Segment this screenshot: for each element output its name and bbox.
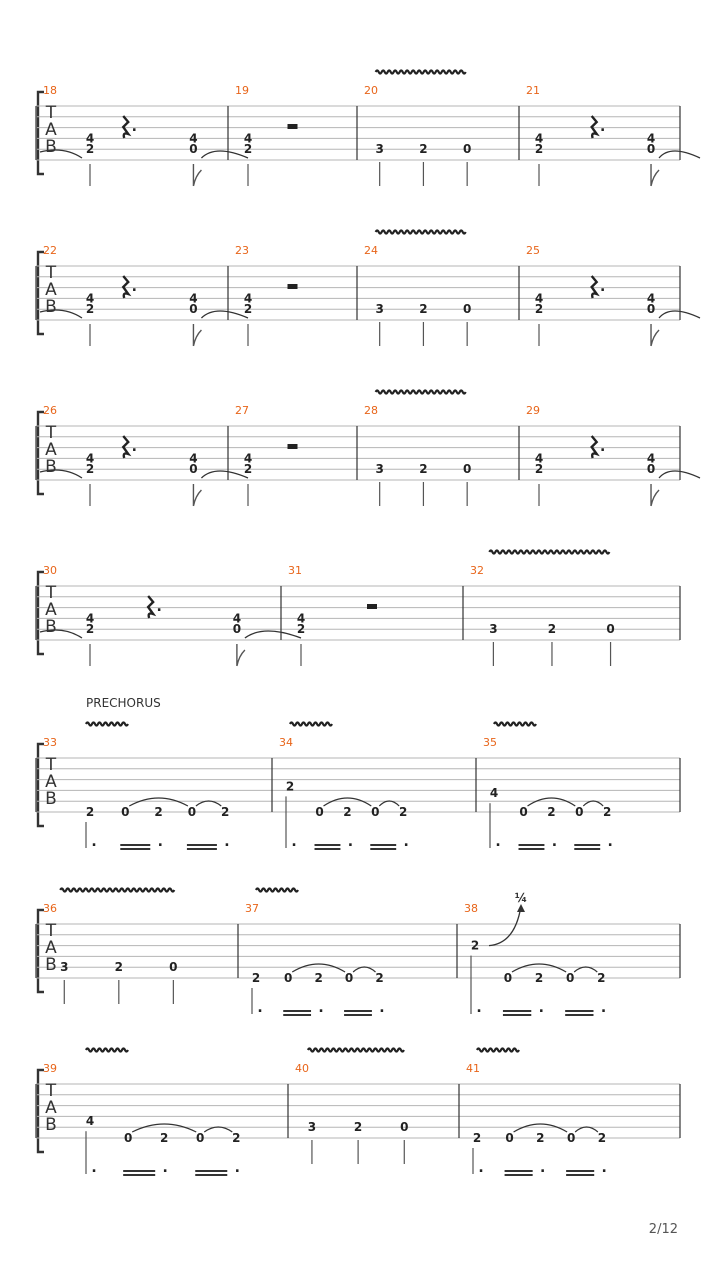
beam <box>187 848 217 850</box>
fret-number: 0 <box>123 1131 133 1145</box>
rhythm-dot: . <box>476 1000 482 1016</box>
fret-number: 0 <box>462 302 472 317</box>
fret-number: 4 <box>534 451 544 466</box>
measure-32 <box>470 551 615 667</box>
fret-number: 0 <box>189 142 198 157</box>
tie-arc <box>201 151 248 158</box>
measure-number: 33 <box>43 736 57 749</box>
rest-dot: . <box>156 599 162 615</box>
measure-23 <box>235 244 298 346</box>
fret-number: 0 <box>169 960 178 975</box>
fret-number: 2 <box>534 142 544 157</box>
vibrato-mark <box>290 723 332 726</box>
note-stem <box>193 164 201 186</box>
fret-number: 2 <box>85 622 95 637</box>
measure-number: 39 <box>43 1062 57 1075</box>
quarter-rest <box>592 436 597 458</box>
rhythm-dot: . <box>601 1160 607 1176</box>
fret-number: 2 <box>296 622 306 637</box>
fret-number: 4 <box>534 131 544 146</box>
rhythm-dot: . <box>257 1000 263 1016</box>
measure-25 <box>526 244 700 346</box>
fret-number: 4 <box>189 131 198 146</box>
fret-number: 0 <box>462 142 472 157</box>
beam <box>370 844 396 846</box>
half-rest <box>288 444 298 449</box>
rhythm-dot: . <box>157 834 163 850</box>
tab-system-2 <box>36 231 700 347</box>
beam <box>370 848 396 850</box>
fret-number: 0 <box>232 622 242 637</box>
tab-system-7 <box>36 1049 680 1177</box>
fret-number: 2 <box>243 302 253 317</box>
beam <box>123 1170 155 1172</box>
slur-arc <box>575 1127 598 1132</box>
fret-number: 0 <box>606 622 615 637</box>
rhythm-dot: . <box>91 834 97 850</box>
fret-number: 4 <box>85 451 95 466</box>
quarter-rest <box>123 436 128 458</box>
fret-number: 0 <box>575 805 584 819</box>
measure-number: 28 <box>364 404 378 417</box>
fret-number: 2 <box>398 805 408 819</box>
fret-number: 2 <box>314 971 323 985</box>
quarter-rest <box>148 596 153 618</box>
fret-number: 2 <box>597 971 606 985</box>
bend-amount: ¼ <box>514 891 528 905</box>
fret-number: 4 <box>85 1114 95 1129</box>
bend-arrowhead <box>517 904 525 912</box>
measure-18 <box>40 84 248 186</box>
rhythm-dot: . <box>551 834 558 850</box>
fret-number: 2 <box>85 805 95 819</box>
fret-number: 0 <box>646 462 656 477</box>
measure-37 <box>245 889 385 1017</box>
fret-number: 3 <box>375 302 384 317</box>
fret-number: 2 <box>534 302 544 317</box>
measure-28 <box>364 391 471 507</box>
measure-number: 21 <box>526 84 540 97</box>
tab-clef-letter: T <box>45 423 57 443</box>
fret-number: 2 <box>221 805 230 819</box>
beam <box>566 1174 594 1176</box>
bend-arrow <box>489 906 521 946</box>
rest-dot: . <box>131 279 137 295</box>
vibrato-mark <box>477 1049 519 1052</box>
tab-clef-letter: A <box>45 938 57 958</box>
rhythm-dot: . <box>495 834 501 850</box>
rhythm-dot: . <box>538 1000 544 1016</box>
tab-system-3 <box>36 391 700 507</box>
beam <box>505 1170 533 1172</box>
measure-31 <box>288 564 377 666</box>
beam <box>120 844 150 846</box>
fret-number: 2 <box>114 960 123 975</box>
fret-number: 2 <box>419 142 428 157</box>
system-bracket <box>38 1070 44 1152</box>
beam <box>344 1010 372 1012</box>
half-rest <box>288 284 298 289</box>
tab-clef-letter: A <box>45 280 57 300</box>
fret-number: 3 <box>307 1120 317 1135</box>
fret-number: 2 <box>472 1131 482 1145</box>
slur-arc <box>196 801 221 806</box>
vibrato-mark <box>86 723 128 726</box>
fret-number: 0 <box>371 805 380 819</box>
section-label: PRECHORUS <box>86 696 161 710</box>
fret-number: 0 <box>344 971 354 985</box>
measure-number: 30 <box>43 564 57 577</box>
tab-system-5 <box>36 696 680 850</box>
rhythm-dot: . <box>478 1160 484 1176</box>
measure-40 <box>295 1049 408 1165</box>
slur-arc <box>583 801 603 806</box>
rest-dot: . <box>600 119 606 135</box>
measure-35 <box>483 723 613 851</box>
fret-number: 0 <box>187 805 197 819</box>
fret-number: 4 <box>85 291 95 306</box>
fret-number: 4 <box>646 451 656 466</box>
fret-number: 4 <box>85 131 95 146</box>
beam <box>123 1174 155 1176</box>
fret-number: 3 <box>60 960 69 975</box>
fret-number: 4 <box>296 611 306 626</box>
fret-number: 0 <box>400 1120 409 1135</box>
system-bracket <box>38 92 44 174</box>
beam <box>565 1010 593 1012</box>
tab-clef-letter: B <box>45 137 57 157</box>
measure-number: 27 <box>235 404 249 417</box>
vibrato-mark <box>376 231 466 234</box>
note-stem <box>237 644 245 666</box>
slur-arc <box>204 1127 232 1132</box>
tab-system-4 <box>36 551 680 667</box>
fret-number: 0 <box>121 805 130 819</box>
beam <box>187 844 217 846</box>
system-bracket <box>38 744 44 826</box>
fret-number: 4 <box>232 611 242 626</box>
measure-number: 32 <box>470 564 484 577</box>
measure-number: 29 <box>526 404 540 417</box>
tie-arc <box>201 471 248 478</box>
tab-clef-letter: A <box>45 440 57 460</box>
fret-number: 0 <box>565 971 575 985</box>
fret-number: 2 <box>536 1131 545 1145</box>
measure-number: 25 <box>526 244 540 257</box>
rhythm-dot: . <box>379 1000 385 1016</box>
system-bracket <box>38 572 44 654</box>
rhythm-dot: . <box>403 834 409 850</box>
page-number: 2/12 <box>648 1222 678 1237</box>
tab-clef-letter: T <box>45 921 57 941</box>
fret-number: 0 <box>505 1131 514 1145</box>
tab-clef-letter: T <box>45 583 57 603</box>
quarter-rest <box>592 276 597 298</box>
measure-22 <box>40 244 248 346</box>
measure-number: 34 <box>279 736 293 749</box>
fret-number: 4 <box>243 451 253 466</box>
fret-number: 4 <box>243 131 253 146</box>
fret-number: 2 <box>85 462 95 477</box>
beam <box>195 1174 227 1176</box>
rhythm-dot: . <box>607 834 613 850</box>
beam <box>195 1170 227 1172</box>
measure-19 <box>235 84 298 186</box>
tab-clef-letter: T <box>45 755 57 775</box>
fret-number: 2 <box>419 462 428 477</box>
beam <box>503 1010 531 1012</box>
fret-number: 2 <box>232 1131 241 1145</box>
quarter-rest <box>123 116 128 138</box>
fret-number: 3 <box>375 142 384 157</box>
vibrato-mark <box>376 391 466 394</box>
tab-clef-letter: A <box>45 772 57 792</box>
quarter-rest <box>592 116 597 138</box>
tab-clef-letter: B <box>45 1115 57 1135</box>
beam <box>283 1010 311 1012</box>
fret-number: 0 <box>503 971 513 985</box>
rhythm-dot: . <box>162 1160 168 1176</box>
fret-number: 4 <box>646 131 656 146</box>
fret-number: 4 <box>646 291 656 306</box>
measure-number: 22 <box>43 244 57 257</box>
measure-27 <box>235 404 298 506</box>
measure-21 <box>526 84 700 186</box>
measure-number: 31 <box>288 564 302 577</box>
measure-41 <box>466 1049 607 1177</box>
measure-36 <box>43 889 178 1005</box>
fret-number: 0 <box>646 142 656 157</box>
fret-number: 0 <box>284 971 293 985</box>
beam <box>315 844 341 846</box>
beam <box>519 844 545 846</box>
note-stem <box>193 484 201 506</box>
tab-clef-letter: B <box>45 617 57 637</box>
measure-number: 37 <box>245 902 259 915</box>
beam <box>344 1014 372 1016</box>
measure-number: 35 <box>483 736 497 749</box>
fret-number: 2 <box>375 971 384 985</box>
beam <box>505 1174 533 1176</box>
fret-number: 0 <box>315 805 324 819</box>
beam <box>283 1014 311 1016</box>
fret-number: 4 <box>189 291 198 306</box>
vibrato-mark <box>489 551 609 554</box>
fret-number: 0 <box>566 1131 576 1145</box>
system-bracket <box>38 412 44 494</box>
fret-number: 2 <box>285 779 295 794</box>
fret-number: 2 <box>419 302 428 317</box>
fret-number: 4 <box>534 291 544 306</box>
half-rest <box>288 124 298 129</box>
slur-arc <box>574 967 597 972</box>
fret-number: 0 <box>189 462 198 477</box>
tab-clef-letter: A <box>45 600 57 620</box>
system-bracket <box>38 252 44 334</box>
half-rest <box>367 604 377 609</box>
measure-number: 26 <box>43 404 57 417</box>
fret-number: 2 <box>597 1131 607 1145</box>
tie-arc <box>245 631 301 638</box>
fret-number: 2 <box>85 302 95 317</box>
beam <box>574 848 600 850</box>
tab-clef-letter: T <box>45 1081 57 1101</box>
tab-clef-letter: B <box>45 789 57 809</box>
fret-number: 4 <box>85 611 95 626</box>
measure-38 <box>464 891 606 1016</box>
measure-24 <box>364 231 471 347</box>
fret-number: 2 <box>160 1131 169 1145</box>
measure-number: 38 <box>464 902 478 915</box>
tab-clef-letter: B <box>45 297 57 317</box>
note-stem <box>651 324 659 346</box>
beam <box>519 848 545 850</box>
beam <box>315 848 341 850</box>
tab-clef-letter: B <box>45 457 57 477</box>
tab-clef-letter: A <box>45 1098 57 1118</box>
fret-number: 0 <box>519 805 528 819</box>
measure-39 <box>43 1049 240 1177</box>
note-stem <box>193 324 201 346</box>
fret-number: 2 <box>251 971 261 985</box>
measure-29 <box>526 404 700 506</box>
tab-system-1 <box>36 71 700 187</box>
measure-20 <box>364 71 471 187</box>
measure-number: 20 <box>364 84 378 97</box>
tab-clef-letter: B <box>45 955 57 975</box>
measure-number: 36 <box>43 902 57 915</box>
rhythm-dot: . <box>224 834 230 850</box>
measure-number: 18 <box>43 84 57 97</box>
rest-dot: . <box>131 439 137 455</box>
fret-number: 0 <box>646 302 656 317</box>
tab-clef-letter: T <box>45 263 57 283</box>
fret-number: 2 <box>534 462 544 477</box>
rhythm-dot: . <box>234 1160 240 1176</box>
rhythm-dot: . <box>539 1160 546 1176</box>
vibrato-mark <box>308 1049 404 1052</box>
fret-number: 2 <box>343 805 352 819</box>
fret-number: 2 <box>470 938 480 953</box>
measure-33 <box>43 723 230 851</box>
fret-number: 2 <box>85 142 95 157</box>
rest-dot: . <box>600 279 606 295</box>
fret-number: 4 <box>489 786 499 801</box>
system-bracket <box>38 910 44 992</box>
measure-number: 40 <box>295 1062 309 1075</box>
beam <box>574 844 600 846</box>
rest-dot: . <box>600 439 606 455</box>
fret-number: 0 <box>196 1131 205 1145</box>
measure-number: 41 <box>466 1062 480 1075</box>
vibrato-mark <box>86 1049 128 1052</box>
fret-number: 0 <box>189 302 198 317</box>
tab-clef-letter: A <box>45 120 57 140</box>
note-stem <box>651 484 659 506</box>
measure-number: 23 <box>235 244 249 257</box>
beam <box>566 1170 594 1172</box>
fret-number: 3 <box>489 622 498 637</box>
slur-arc <box>353 967 375 972</box>
fret-number: 2 <box>353 1120 363 1135</box>
fret-number: 2 <box>243 142 253 157</box>
tab-clef-letter: T <box>45 103 57 123</box>
vibrato-mark <box>256 889 298 892</box>
tab-system-6 <box>36 889 680 1017</box>
quarter-rest <box>123 276 128 298</box>
rhythm-dot: . <box>318 1000 324 1016</box>
fret-number: 2 <box>243 462 253 477</box>
fret-number: 2 <box>547 805 556 819</box>
rhythm-dot: . <box>91 1160 97 1176</box>
measure-number: 19 <box>235 84 249 97</box>
tie-arc <box>201 311 248 318</box>
fret-number: 3 <box>375 462 384 477</box>
fret-number: 2 <box>534 971 544 985</box>
fret-number: 2 <box>602 805 612 819</box>
rest-dot: . <box>131 119 137 135</box>
rhythm-dot: . <box>347 834 354 850</box>
fret-number: 2 <box>547 622 557 637</box>
beam <box>565 1014 593 1016</box>
fret-number: 2 <box>154 805 163 819</box>
rhythm-dot: . <box>291 834 297 850</box>
measure-30 <box>40 564 301 666</box>
fret-number: 4 <box>243 291 253 306</box>
beam <box>503 1014 531 1016</box>
note-stem <box>651 164 659 186</box>
fret-number: 0 <box>462 462 472 477</box>
measure-number: 24 <box>364 244 378 257</box>
beam <box>120 848 150 850</box>
fret-number: 4 <box>189 451 198 466</box>
vibrato-mark <box>60 889 174 892</box>
vibrato-mark <box>494 723 536 726</box>
rhythm-dot: . <box>600 1000 607 1016</box>
measure-34 <box>279 723 409 851</box>
measure-26 <box>40 404 248 506</box>
slur-arc <box>379 801 399 806</box>
vibrato-mark <box>376 71 466 74</box>
